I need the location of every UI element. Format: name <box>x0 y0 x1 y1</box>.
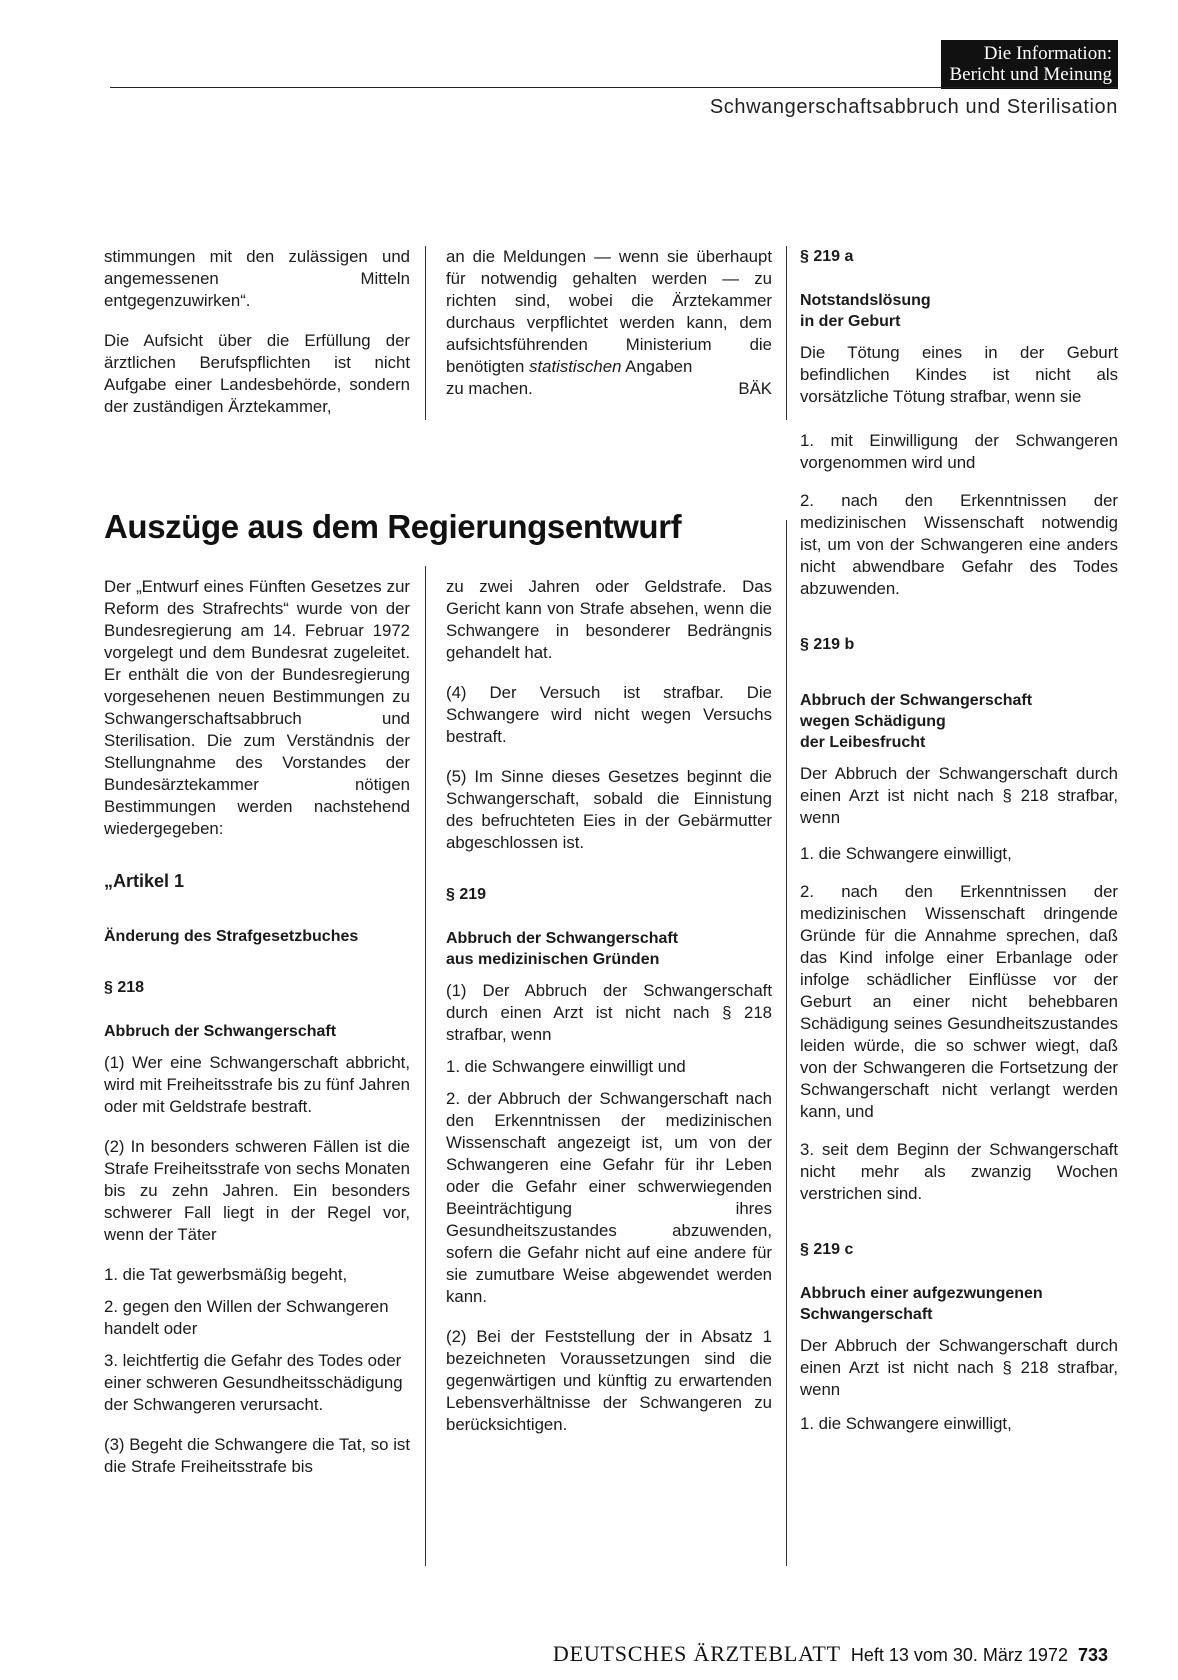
list-item: 2. gegen den Willen der Schwangeren handelt oder <box>104 1297 389 1338</box>
magazine-name: DEUTSCHES ÄRZTEBLATT <box>552 1641 841 1666</box>
section-218-title: Abbruch der Schwangerschaft <box>104 1023 337 1040</box>
section-219b-heading: § 219 b <box>800 636 855 653</box>
paragraph: zu zwei Jahren oder Geldstrafe. Das Gericht kann von Strafe absehen, wenn die Schwangere in besonderer Bedrängnis gehandelt hat. <box>446 577 772 662</box>
paragraph: (4) Der Versuch ist strafbar. Die Schwangere wird nicht wegen Versuchs bestraft. <box>446 683 772 746</box>
section-219a-heading: § 219 a <box>800 248 854 265</box>
title-line: in der Geburt <box>800 313 901 330</box>
title-line: der Leibesfrucht <box>800 734 926 751</box>
badge-line-2: Bericht und Meinung <box>949 64 1112 85</box>
list-item: 1. die Schwangere einwilligt und <box>446 1057 686 1076</box>
list-item: 1. die Tat gewerbsmäßig begeht, <box>104 1265 348 1284</box>
section-219b-title <box>800 690 1118 753</box>
title-line: aus medizinischen Gründen <box>446 951 660 968</box>
section-219c-title <box>800 1283 1118 1325</box>
main-column-3 <box>800 246 1118 1453</box>
paragraph: Der Abbruch der Schwangerschaft durch einen Arzt ist nicht nach § 218 strafbar, wenn <box>800 764 1118 827</box>
list-item: 3. leichtfertig die Gefahr des Todes oder einer schweren Gesundheitsschädigung der Schwangeren verursacht. <box>104 1351 403 1414</box>
page-number: 733 <box>1077 1645 1108 1665</box>
article-heading: „Artikel 1 <box>104 871 185 891</box>
list-item: 2. nach den Erkenntnissen der medizinischen Wissenschaft notwendig ist, um von der Schwangeren eine anders nicht abwendbare Gefahr des Todes abzuwenden. <box>800 491 1118 598</box>
top-divider-1 <box>425 246 426 420</box>
section-218-heading: § 218 <box>104 979 145 996</box>
section-219-title <box>446 928 772 970</box>
emphasis: statistischen <box>529 357 622 376</box>
paragraph: (5) Im Sinne dieses Gesetzes beginnt die Schwangerschaft, sobald die Einnistung des befruchteten Eies in der Gebärmutter abgeschlossen ist. <box>446 767 772 852</box>
page-footer <box>553 1641 1108 1667</box>
list-item: 1. die Schwangere einwilligt, <box>800 844 1012 863</box>
paragraph: (2) In besonders schweren Fällen ist die Strafe Freiheitsstrafe von sechs Monaten bis zu zehn Jahren. Ein besonders schwerer Fall liegt in der Regel vor, wenn der Täter <box>104 1137 410 1244</box>
main-column-2 <box>446 576 772 1454</box>
section-title: Schwangerschaftsabbruch und Sterilisation <box>709 96 1118 118</box>
closing-line <box>446 378 772 400</box>
text-run: Angaben <box>625 357 693 376</box>
badge-line-1: Die Information: <box>983 43 1112 64</box>
top-column-1 <box>104 246 410 436</box>
paragraph: Die Tötung eines in der Geburt befindlichen Kindes ist nicht als vorsätzliche Tötung strafbar, wenn sie <box>800 343 1118 406</box>
column-divider-2 <box>786 520 787 1566</box>
top-column-2 <box>446 246 772 400</box>
paragraph: Der Abbruch der Schwangerschaft durch einen Arzt ist nicht nach § 218 strafbar, wenn <box>800 1336 1118 1399</box>
top-divider-2 <box>786 246 787 420</box>
header-rule <box>110 87 1118 88</box>
section-219c-heading: § 219 c <box>800 1241 854 1258</box>
section-219-heading: § 219 <box>446 886 487 903</box>
paragraph: (1) Wer eine Schwangerschaft abbricht, wird mit Freiheitsstrafe bis zu fünf Jahren oder mit Geldstrafe bestraft. <box>104 1053 410 1116</box>
section-219a-title <box>800 290 1118 332</box>
paragraph: (3) Begeht die Schwangere die Tat, so ist die Strafe Freiheitsstrafe bis <box>104 1435 410 1476</box>
list-item: 1. mit Einwilligung der Schwangeren vorgenommen wird und <box>800 431 1118 472</box>
title-line: Abbruch der Schwangerschaft <box>446 930 679 947</box>
list-item: 2. der Abbruch der Schwangerschaft nach den Erkenntnissen der medizinischen Wissenschaft angezeigt ist, um von der Schwangeren eine Gefahr für ihr Leben oder die Gefahr einer schwerwiegenden Beeinträchtigung ihres Gesundheitszustandes abzuwenden, sofern die Gefahr nicht auf eine andere für sie zumutbare Weise abgewendet werden kann. <box>446 1089 772 1306</box>
paragraph: Die Aufsicht über die Erfüllung der ärztlichen Berufspflichten ist nicht Aufgabe einer Landesbehörde, sondern der zuständigen Ärztekammer, <box>104 331 410 416</box>
article-headline: Auszüge aus dem Regierungsentwurf <box>104 508 682 545</box>
main-column-1 <box>104 576 410 1496</box>
title-line: Abbruch einer aufgezwungenen <box>800 1285 1043 1302</box>
text-run: zu machen. <box>446 379 533 398</box>
list-item: 1. die Schwangere einwilligt, <box>800 1414 1012 1433</box>
paragraph: (2) Bei der Feststellung der in Absatz 1 bezeichneten Voraussetzungen sind die gegenwärtigen und künftig zu erwartenden Lebensverhältnisse der Schwangeren zu berücksichtigen. <box>446 1327 772 1434</box>
title-line: Abbruch der Schwangerschaft <box>800 692 1033 709</box>
title-line: Notstandslösung <box>800 292 931 309</box>
list-item: 3. seit dem Beginn der Schwangerschaft nicht mehr als zwanzig Wochen verstrichen sind. <box>800 1140 1118 1203</box>
author-signature: BÄK <box>738 379 772 398</box>
paragraph: (1) Der Abbruch der Schwangerschaft durch einen Arzt ist nicht nach § 218 strafbar, wenn <box>446 981 772 1044</box>
list-item: 2. nach den Erkenntnissen der medizinischen Wissenschaft dringende Gründe für die Annahme sprechen, daß das Kind infolge einer Erbanlage oder infolge schädlicher Einflüsse vor der Geburt an einer nicht behebbaren Schädigung seines Gesundheitszustandes leiden würde, die so schwer wiegt, daß von der Schwangeren die Fortsetzung der Schwangerschaft nicht verlangt werden kann, und <box>800 882 1118 1121</box>
title-line: wegen Schädigung <box>800 713 946 730</box>
paragraph <box>446 246 772 378</box>
column-divider-1 <box>425 566 426 1566</box>
subheading: Änderung des Strafgesetzbuches <box>104 928 359 945</box>
text-run: an die Meldungen — wenn sie überhaupt für notwendig gehalten werden — zu richten sind, wobei die Ärztekammer durchaus verpflichtet werden kann, dem aufsichtsführenden Ministerium die benötigten <box>446 247 772 376</box>
intro-paragraph: Der „Entwurf eines Fünften Gesetzes zur Reform des Strafrechts“ wurde von der Bundesregierung am 14. Februar 1972 vorgelegt und dem Bundesrat zugeleitet. Er enthält die von der Bundesregierung vorgesehenen neuen Bestimmungen zu Schwangerschaftsabbruch und Sterilisation. Die zum Verständnis der Stellungnahme des Vorstandes der Bundesärztekammer nötigen Bestimmungen werden nachstehend wiedergegeben: <box>104 577 410 838</box>
issue-info: Heft 13 vom 30. März 1972 <box>850 1645 1068 1665</box>
section-badge <box>941 40 1118 89</box>
title-line: Schwangerschaft <box>800 1306 933 1323</box>
paragraph: stimmungen mit den zulässigen und angemessenen Mitteln entgegenzuwirken“. <box>104 247 410 310</box>
